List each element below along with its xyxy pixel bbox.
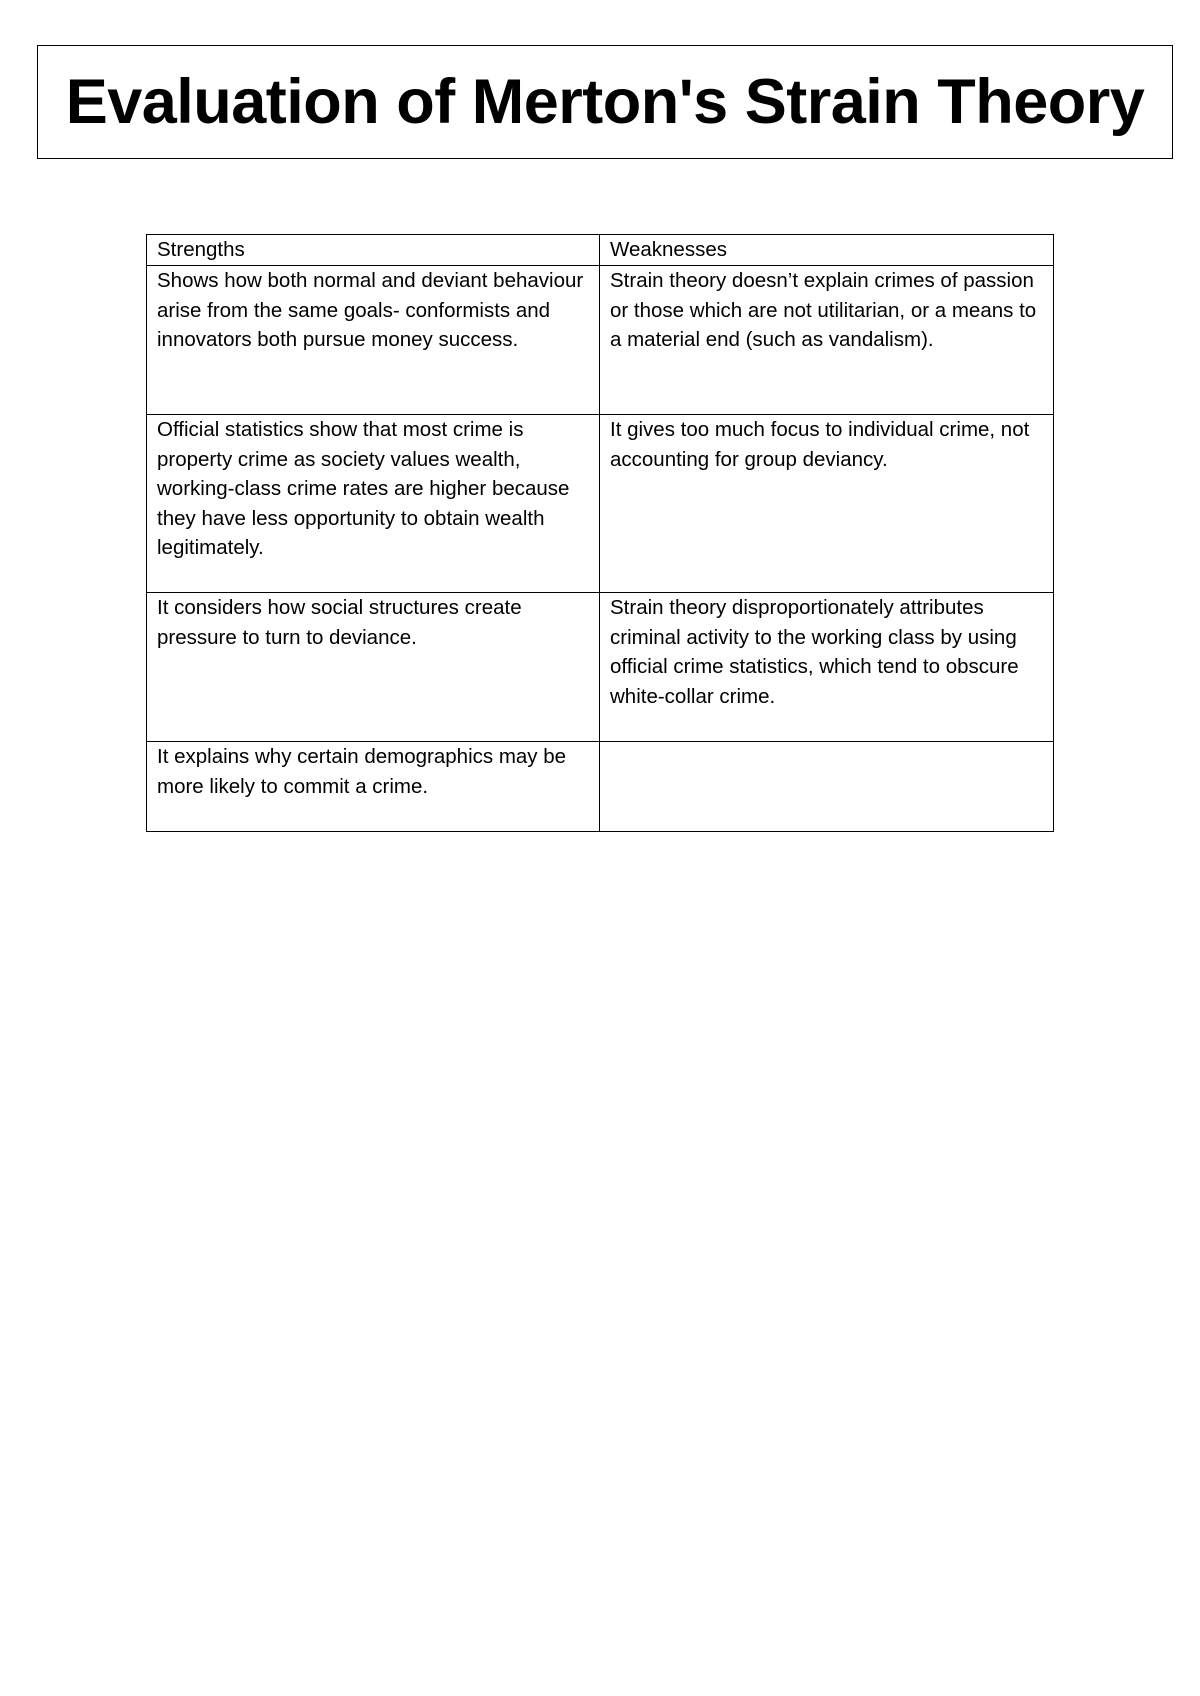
weakness-cell	[600, 742, 1054, 832]
strength-cell	[147, 266, 600, 415]
strength-text: Shows how both normal and deviant behaviour arise from the same goals- conformists and innovators both pursue money success.	[157, 269, 584, 351]
strength-text: It explains why certain demographics may be more likely to commit a crime.	[157, 745, 567, 798]
weakness-cell	[600, 266, 1054, 415]
weakness-text: Strain theory doesn’t explain crimes of passion or those which are not utilitarian, or a means to a material end (such as vandalism).	[610, 269, 1037, 351]
evaluation-table	[146, 234, 1054, 832]
strength-text: It considers how social structures create pressure to turn to deviance.	[157, 596, 522, 649]
strength-text: Official statistics show that most crime is property crime as society values wealth, working-class crime rates are higher because they have less opportunity to obtain wealth legitimately.	[157, 418, 570, 559]
page-title: Evaluation of Merton's Strain Theory	[65, 66, 1145, 137]
weakness-text: Strain theory disproportionately attributes criminal activity to the working class by using official crime statistics, which tend to obscure white-collar crime.	[610, 596, 1019, 708]
weakness-text: It gives too much focus to individual crime, not accounting for group deviancy.	[610, 418, 1030, 471]
table-row	[147, 266, 1054, 415]
weakness-cell	[600, 415, 1054, 593]
strength-cell	[147, 415, 600, 593]
title-box	[37, 45, 1173, 159]
strength-cell	[147, 593, 600, 742]
strength-cell	[147, 742, 600, 832]
table-row	[147, 742, 1054, 832]
table-row	[147, 415, 1054, 593]
weakness-cell	[600, 593, 1054, 742]
strengths-header: Strengths	[147, 235, 600, 266]
table-row	[147, 593, 1054, 742]
weaknesses-header: Weaknesses	[600, 235, 1054, 266]
table-header-row	[147, 235, 1054, 266]
